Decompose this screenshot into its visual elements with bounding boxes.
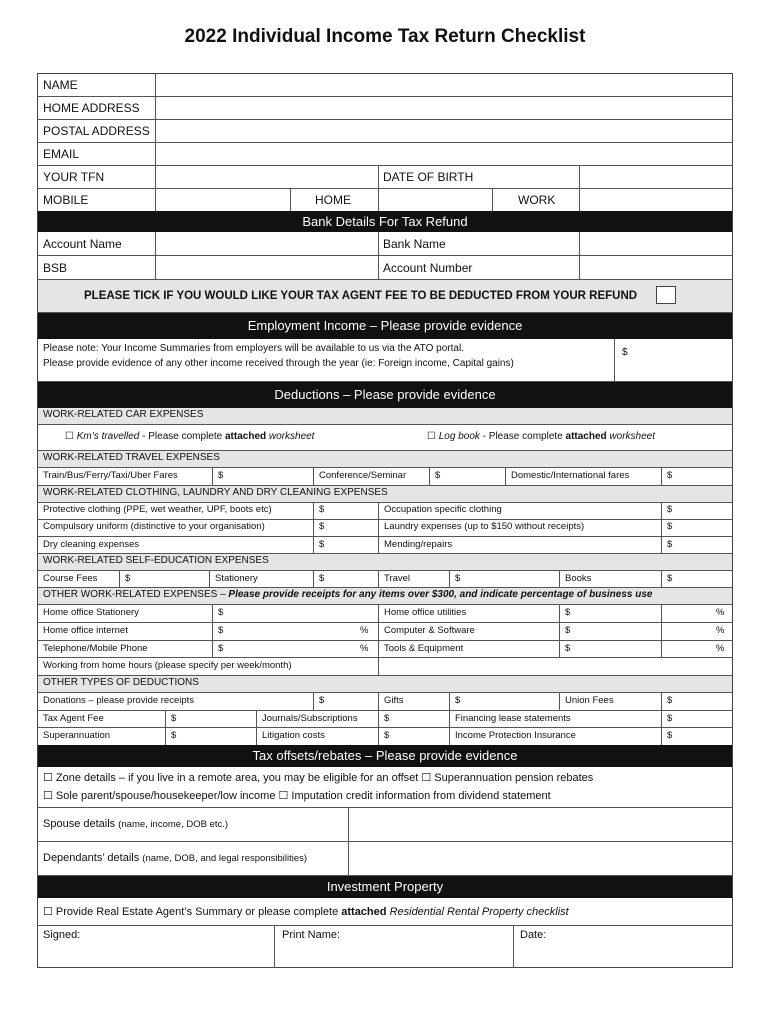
agent-fee-text: PLEASE TICK IF YOU WOULD LIKE YOUR TAX AGENT FEE TO BE DEDUCTED FROM YOUR REFUND: [84, 290, 638, 302]
course-fees-label: Course Fees: [43, 573, 98, 584]
wfh-hours-label: Working from home hours (please specify per week/month): [43, 660, 292, 671]
investment-text[interactable]: ☐ Provide Real Estate Agent’s Summary or please complete attached Residential Rental Property checklist: [43, 906, 569, 918]
super-amount[interactable]: $: [171, 730, 177, 741]
work-phone-label: WORK: [518, 193, 556, 207]
bsb-field[interactable]: [156, 256, 377, 279]
spouse-label: Spouse details (name, income, DOB etc.): [43, 818, 229, 830]
computer-percent[interactable]: %: [716, 625, 725, 636]
km-option[interactable]: ☐ Km’s travelled - Please complete attached worksheet: [65, 431, 315, 442]
journals-label: Journals/Subscriptions: [262, 713, 358, 724]
fares-amount[interactable]: $: [218, 470, 224, 481]
page-title: 2022 Individual Income Tax Return Checklist: [184, 26, 586, 47]
name-field[interactable]: [156, 74, 732, 96]
bank-header: Bank Details For Tax Refund: [38, 211, 732, 232]
employment-amount-field[interactable]: $: [622, 347, 628, 358]
laundry-label: Laundry expenses (up to $150 without receipts): [384, 521, 585, 532]
union-fees-amount[interactable]: $: [667, 695, 673, 706]
tfn-field[interactable]: [156, 166, 377, 188]
logbook-checkbox[interactable]: ☐: [427, 431, 436, 442]
print-name-label: Print Name:: [282, 929, 341, 941]
internet-label: Home office internet: [43, 625, 128, 636]
fares-label: Train/Bus/Ferry/Taxi/Uber Fares: [43, 470, 178, 481]
logbook-option[interactable]: ☐ Log book - Please complete attached worksheet: [427, 431, 655, 442]
stationery-amount[interactable]: $: [319, 573, 325, 584]
home-phone-label: HOME: [315, 193, 351, 207]
tfn-label: YOUR TFN: [43, 170, 105, 184]
agent-fee-checkbox[interactable]: [656, 286, 676, 304]
litigation-amount[interactable]: $: [384, 730, 390, 741]
account-number-field[interactable]: [580, 256, 732, 279]
km-checkbox[interactable]: ☐: [65, 431, 74, 442]
union-fees-label: Union Fees: [565, 695, 614, 706]
lease-label: Financing lease statements: [455, 713, 571, 724]
other-deductions-heading: OTHER TYPES OF DEDUCTIONS: [43, 677, 199, 688]
email-label: EMAIL: [43, 147, 80, 161]
dry-cleaning-label: Dry cleaning expenses: [43, 539, 140, 550]
conference-label: Conference/Seminar: [319, 470, 407, 481]
clothing-heading: WORK-RELATED CLOTHING, LAUNDRY AND DRY CLEANING EXPENSES: [43, 487, 388, 498]
utilities-label: Home office utilities: [384, 607, 467, 618]
utilities-percent[interactable]: %: [716, 607, 725, 618]
donations-amount[interactable]: $: [319, 695, 325, 706]
home-phone-field[interactable]: [379, 189, 491, 211]
employment-note-1: Please note: Your Income Summaries from employers will be available to us via the ATO portal.: [43, 343, 464, 354]
travel-expenses-heading: WORK-RELATED TRAVEL EXPENSES: [43, 452, 220, 463]
books-label: Books: [565, 573, 592, 584]
offsets-line-2[interactable]: ☐ Sole parent/spouse/housekeeper/low income ☐ Imputation credit information from dividend statement: [43, 790, 551, 802]
utilities-amount[interactable]: $: [565, 607, 571, 618]
employment-note-2: Please provide evidence of any other income received through the year (ie: Foreign income, Capital gains): [43, 358, 514, 369]
internet-amount[interactable]: $: [218, 625, 224, 636]
income-protection-label: Income Protection Insurance: [455, 730, 576, 741]
home-stationery-amount[interactable]: $: [218, 607, 224, 618]
investment-header: Investment Property: [38, 876, 732, 898]
bank-name-field[interactable]: [580, 233, 732, 255]
super-label: Superannuation: [43, 730, 111, 741]
dependants-field[interactable]: [349, 842, 732, 875]
account-number-label: Account Number: [383, 261, 473, 275]
date-label: Date:: [520, 929, 547, 941]
phone-label: Telephone/Mobile Phone: [43, 643, 148, 654]
protective-label: Protective clothing (PPE, wet weather, UPF, boots etc): [43, 504, 272, 515]
home-address-label: HOME ADDRESS: [43, 101, 140, 115]
phone-percent[interactable]: %: [360, 643, 369, 654]
lease-amount[interactable]: $: [667, 713, 673, 724]
dependants-label: Dependants’ details (name, DOB, and legal responsibilities): [43, 852, 308, 864]
account-name-label: Account Name: [43, 237, 122, 251]
gifts-amount[interactable]: $: [455, 695, 461, 706]
internet-percent[interactable]: %: [360, 625, 369, 636]
mobile-field[interactable]: [156, 189, 289, 211]
tools-label: Tools & Equipment: [384, 643, 464, 654]
mobile-label: MOBILE: [43, 193, 89, 207]
agent-fee-amount[interactable]: $: [171, 713, 177, 724]
litigation-label: Litigation costs: [262, 730, 325, 741]
logbook-label: Log book: [438, 431, 480, 442]
car-expenses-heading: WORK-RELATED CAR EXPENSES: [43, 409, 204, 420]
dob-field[interactable]: [580, 166, 732, 188]
account-name-field[interactable]: [156, 233, 377, 255]
name-label: NAME: [43, 78, 78, 92]
computer-label: Computer & Software: [384, 625, 475, 636]
mending-amount[interactable]: $: [667, 539, 673, 550]
education-travel-label: Travel: [384, 573, 411, 584]
journals-amount[interactable]: $: [384, 713, 390, 724]
deductions-header: Deductions – Please provide evidence: [38, 382, 732, 408]
domestic-fares-label: Domestic/International fares: [511, 470, 630, 481]
bsb-label: BSB: [43, 261, 68, 275]
spouse-field[interactable]: [349, 808, 732, 841]
donations-label: Donations – please provide receipts: [43, 695, 195, 706]
employment-header: Employment Income – Please provide evidence: [38, 313, 732, 339]
course-fees-amount[interactable]: $: [125, 573, 131, 584]
education-heading: WORK-RELATED SELF-EDUCATION EXPENSES: [43, 555, 269, 566]
wfh-hours-field[interactable]: [379, 658, 732, 675]
domestic-fares-amount[interactable]: $: [667, 470, 673, 481]
gifts-label: Gifts: [384, 695, 404, 706]
offsets-header: Tax offsets/rebates – Please provide evidence: [38, 745, 732, 767]
income-protection-amount[interactable]: $: [667, 730, 673, 741]
tools-percent[interactable]: %: [716, 643, 725, 654]
education-travel-amount[interactable]: $: [455, 573, 461, 584]
occupation-label: Occupation specific clothing: [384, 504, 502, 515]
email-field[interactable]: [156, 143, 732, 165]
offsets-line-1[interactable]: ☐ Zone details – if you live in a remote area, you may be eligible for an offset ☐ Superannuation pension rebates: [43, 772, 594, 784]
stationery-label: Stationery: [215, 573, 258, 584]
signed-label: Signed:: [43, 929, 81, 941]
mending-label: Mending/repairs: [384, 539, 453, 550]
dry-cleaning-amount[interactable]: $: [319, 539, 325, 550]
phone-amount[interactable]: $: [218, 643, 224, 654]
agent-fee-label: Tax Agent Fee: [43, 713, 104, 724]
home-address-field[interactable]: [156, 97, 732, 119]
computer-amount[interactable]: $: [565, 625, 571, 636]
dob-label: DATE OF BIRTH: [383, 170, 474, 184]
other-expenses-heading: OTHER WORK-RELATED EXPENSES – Please provide receipts for any items over $300, and indicate percentage of business use: [43, 589, 653, 600]
books-amount[interactable]: $: [667, 573, 673, 584]
km-label: Km’s travelled: [76, 431, 140, 442]
uniform-amount[interactable]: $: [319, 521, 325, 532]
home-stationery-label: Home office Stationery: [43, 607, 139, 618]
occupation-amount[interactable]: $: [667, 504, 673, 515]
bank-name-label: Bank Name: [383, 237, 446, 251]
uniform-label: Compulsory uniform (distinctive to your organisation): [43, 521, 265, 532]
tools-amount[interactable]: $: [565, 643, 571, 654]
laundry-amount[interactable]: $: [667, 521, 673, 532]
postal-address-field[interactable]: [156, 120, 732, 142]
protective-amount[interactable]: $: [319, 504, 325, 515]
postal-address-label: POSTAL ADDRESS: [43, 124, 150, 138]
conference-amount[interactable]: $: [435, 470, 441, 481]
work-phone-field[interactable]: [580, 189, 732, 211]
